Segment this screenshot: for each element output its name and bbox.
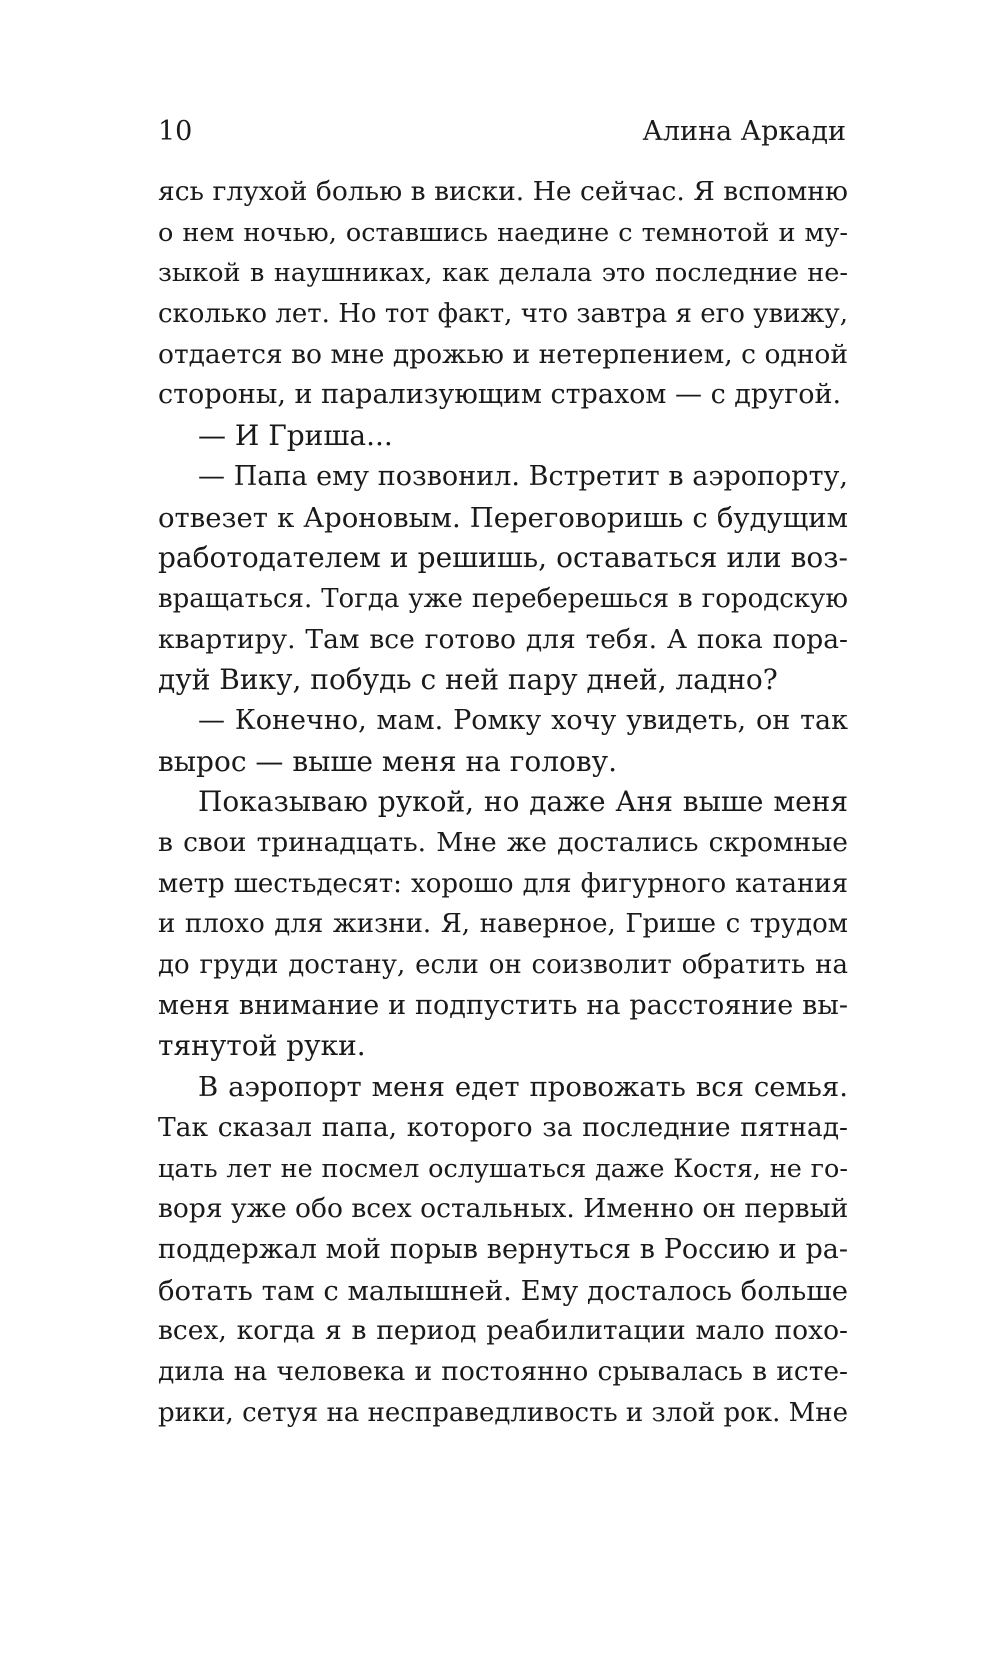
text-line: дила на человека и постоянно срывалась в исте- [158,1355,848,1387]
text-line: дуй Вику, побудь с ней пару дней, ладно? [158,663,778,697]
text-line: всех, когда я в период реабилитации мало похо- [158,1315,848,1347]
body-text [158,172,848,1433]
text-line: цать лет не посмел ослушаться даже Костя, не го- [158,1153,848,1184]
text-line: — Папа ему позвонил. Встретит в аэропорту, [198,460,848,492]
page-header [158,112,846,152]
text-line: меня внимание и подпустить на расстояние вы- [158,989,848,1021]
text-line: зыкой в наушниках, как делала это последние не- [158,258,848,289]
text-line: В аэропорт меня едет провожать вся семья. [198,1071,848,1104]
text-line: тянутой руки. [158,1029,366,1063]
text-line: стороны, и парализующим страхом — с другой. [158,379,842,411]
text-line: Так сказал папа, которого за последние пятнад- [158,1111,848,1143]
text-line: вырос — выше меня на голову. [158,744,618,778]
text-line: рики, сетуя на несправедливость и злой рок. Мне [158,1397,848,1428]
text-line: ясь глухой болью в виски. Не сейчас. Я вспомню [158,176,848,207]
text-line: — Конечно, мам. Ромку хочу увидеть, он так [198,704,848,736]
text-line: метр шестьдесят: хорошо для фигурного катания [158,868,848,899]
page-number: 10 [158,116,193,147]
text-line: о нем ночью, оставшись наедине с темнотой и му- [158,217,848,248]
text-line: отдается во мне дрожью и нетерпением, с одной [158,338,848,370]
text-line: сколько лет. Но тот факт, что завтра я его увижу, [158,299,848,330]
text-line: отвезет к Ароновым. Переговоришь с будущим [158,501,848,534]
text-line: вращаться. Тогда уже переберешься в городскую [158,583,848,614]
text-line: поддержал мой порыв вернуться в Россию и ра- [158,1233,848,1265]
running-head-author: Алина Аркади [642,116,846,147]
text-line: в свои тринадцать. Мне же достались скромные [158,827,848,858]
text-line: — И Гриша... [198,419,393,453]
text-line: и плохо для жизни. Я, наверное, Грише с трудом [158,909,848,940]
text-line: до груди достану, если он соизволит обратить на [158,950,848,981]
text-line: работодателем и решишь, оставаться или воз- [158,541,848,575]
text-line: Показываю рукой, но даже Аня выше меня [198,785,848,819]
text-line: ботать там с малышней. Ему досталось больше [158,1274,848,1307]
text-line: квартиру. Там все готово для тебя. А пока пора- [158,623,848,655]
text-line: воря уже обо всех остальных. Именно он первый [158,1193,848,1225]
